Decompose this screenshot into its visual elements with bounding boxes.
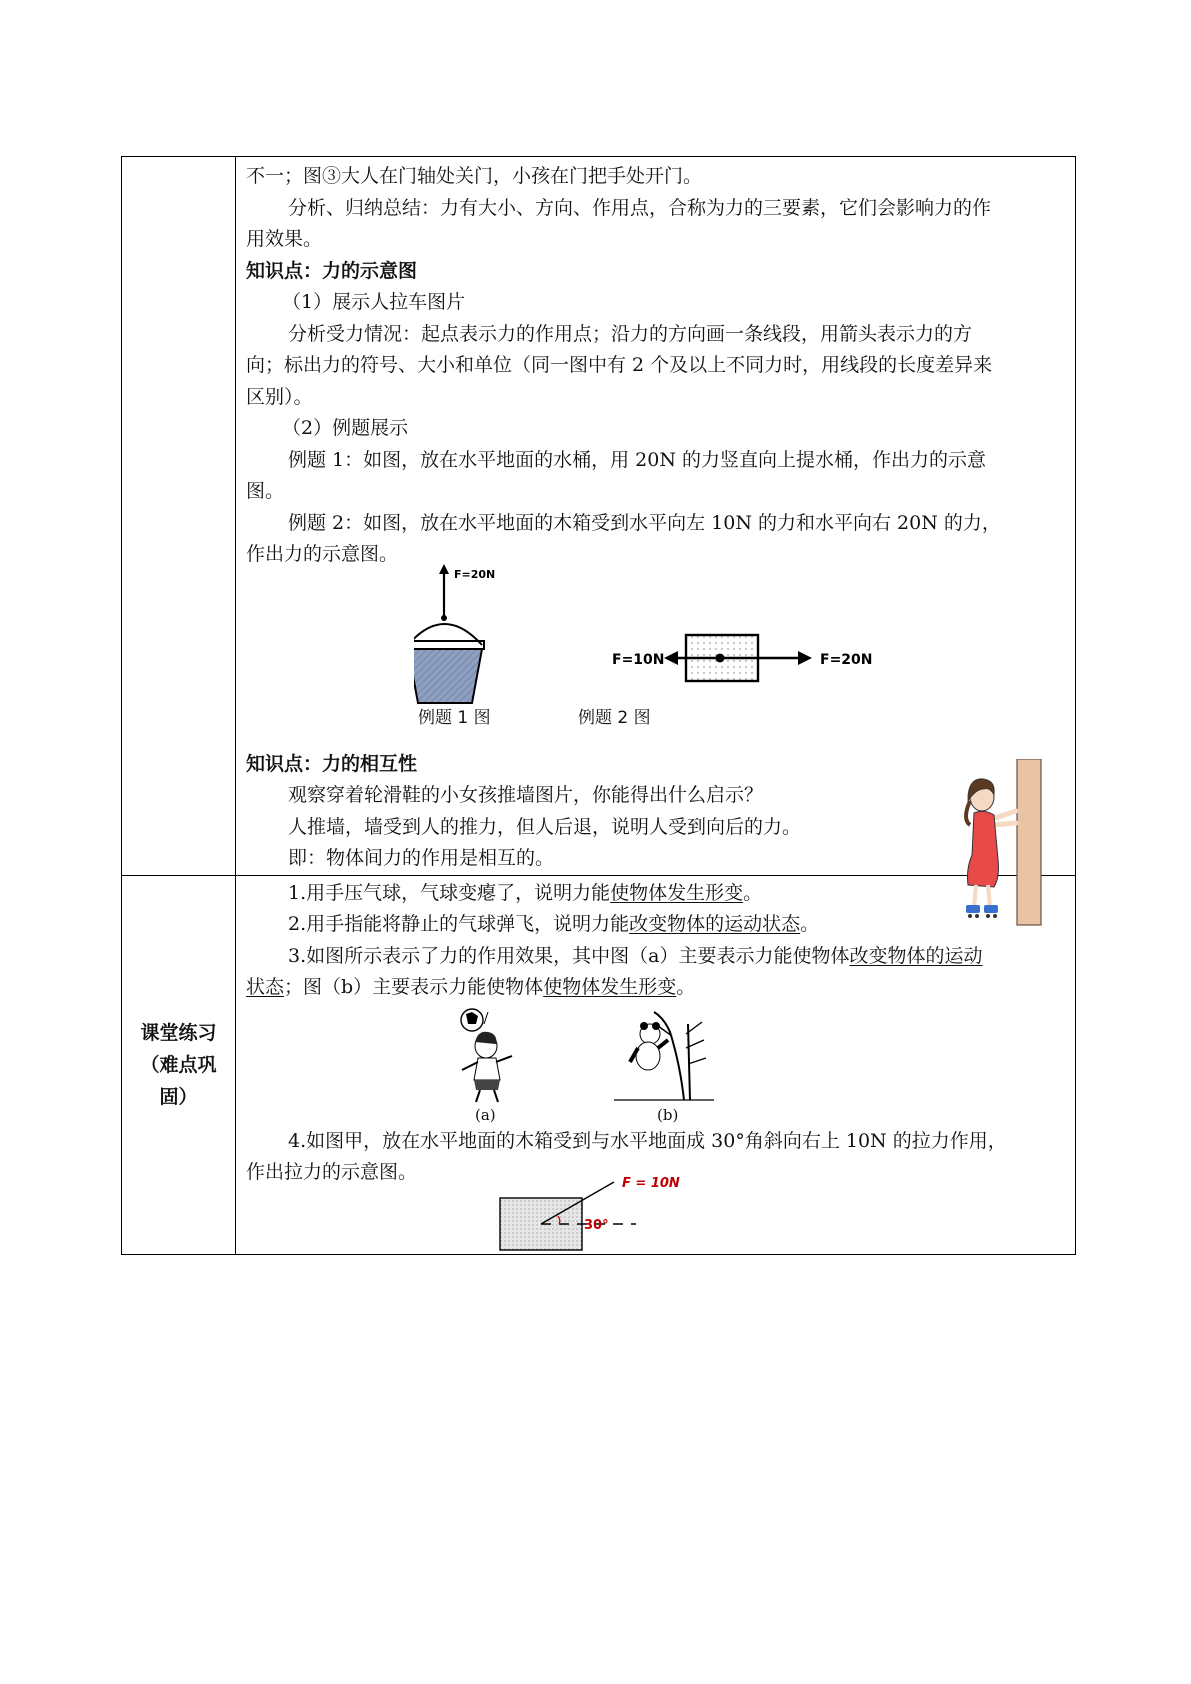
section-heading-diagram: 知识点：力的示意图 bbox=[246, 259, 418, 282]
text-line: 分析、归纳总结：力有大小、方向、作用点，合称为力的三要素，它们会影响力的作 bbox=[288, 196, 992, 219]
practice-content bbox=[236, 875, 1076, 1254]
row-label-empty bbox=[122, 157, 236, 876]
q3-answer-a-cont: 状态 bbox=[246, 976, 285, 998]
question-3-line-1 bbox=[246, 941, 1067, 973]
question-1 bbox=[246, 878, 1067, 910]
panda-bamboo-illustration bbox=[614, 1004, 714, 1104]
fig2-caption: 例题 2 图 bbox=[578, 707, 651, 728]
angled-force-figure bbox=[496, 1168, 696, 1252]
q3-text-2: ；图（b）主要表示力能使物体 bbox=[284, 976, 544, 998]
fig-b-caption: (b) bbox=[657, 1105, 679, 1124]
text-line: 用效果。 bbox=[246, 228, 323, 250]
example-1-line: 例题 1：如图，放在水平地面的水桶，用 20N 的力竖直向上提水桶，作出力的示意 bbox=[288, 448, 987, 471]
boy-heading-ball-illustration bbox=[444, 1004, 534, 1104]
q1-answer: 使物体发生形变 bbox=[610, 881, 744, 904]
mutual-line: 即：物体间力的作用是相互的。 bbox=[288, 847, 555, 869]
example-figures bbox=[246, 567, 1067, 749]
example-2-line: 作出力的示意图。 bbox=[246, 543, 399, 565]
angle-label: 30° bbox=[584, 1217, 609, 1233]
bucket-body bbox=[414, 649, 482, 703]
section-heading-mutual: 知识点：力的相互性 bbox=[246, 752, 418, 775]
mutual-line: 观察穿着轮滑鞋的小女孩推墙图片，你能得出什么启示？ bbox=[288, 784, 764, 806]
right-arrow-head bbox=[798, 651, 812, 665]
q2-end: 。 bbox=[800, 913, 820, 935]
q3-text: 3.如图所示表示了力的作用效果，其中图（a）主要表示力能使物体 bbox=[288, 944, 850, 967]
q2-text: 2.用手指能将静止的气球弹飞，说明力能 bbox=[288, 913, 630, 935]
practice-row bbox=[122, 875, 1076, 1254]
fig-a-caption: (a) bbox=[475, 1105, 496, 1124]
right-force-label: F=20N bbox=[820, 651, 873, 668]
question-3-line-2 bbox=[246, 972, 1067, 1004]
q3-end: 。 bbox=[676, 976, 696, 998]
bucket-figure bbox=[414, 563, 534, 713]
analysis-line: 向；标出力的符号、大小和单位（同一图中有 2 个及以上不同力时，用线段的长度差异来 bbox=[246, 354, 993, 376]
example-2-line: 例题 2：如图，放在水平地面的木箱受到水平向左 10N 的力和水平向右 20N 的力， bbox=[288, 511, 1001, 534]
q3-answer-b: 使物体发生形变 bbox=[543, 976, 677, 998]
q3-answer-a: 改变物体的运动 bbox=[849, 944, 983, 967]
q1-end: 。 bbox=[743, 881, 763, 904]
analysis-line: 分析受力情况：起点表示力的作用点；沿力的方向画一条线段，用箭头表示力的方 bbox=[288, 322, 973, 345]
left-arrow-head bbox=[664, 651, 678, 665]
example-1-line: 图。 bbox=[246, 480, 285, 502]
fig1-caption: 例题 1 图 bbox=[418, 707, 491, 728]
item-1: （1）展示人拉车图片 bbox=[282, 291, 466, 313]
item-2: （2）例题展示 bbox=[282, 417, 409, 439]
left-force-label: F=10N bbox=[612, 651, 665, 668]
q2-answer: 改变物体的运动状态 bbox=[629, 913, 801, 935]
question-4-line: 4.如图甲，放在水平地面的木箱受到与水平地面成 30°角斜向右上 10N 的拉力作用， bbox=[288, 1129, 1007, 1152]
arrow-head bbox=[439, 564, 449, 574]
lesson-table bbox=[121, 156, 1076, 1255]
effect-figures bbox=[246, 1004, 1067, 1126]
question-4-line: 作出拉力的示意图。 bbox=[246, 1161, 418, 1183]
teaching-process-row bbox=[122, 157, 1076, 876]
practice-label: 课堂练习（难点巩固） bbox=[140, 1021, 217, 1108]
force-label: F=20N bbox=[454, 567, 496, 581]
row-label-practice bbox=[122, 875, 236, 1254]
row-content bbox=[236, 157, 1076, 876]
question-2 bbox=[246, 909, 1067, 941]
analysis-line: 区别）。 bbox=[246, 385, 313, 408]
mutual-line: 人推墙，墙受到人的推力，但人后退，说明人受到向后的力。 bbox=[288, 815, 802, 838]
force-label: F = 10N bbox=[622, 1175, 680, 1191]
box-figure bbox=[612, 623, 902, 703]
q1-text: 1.用手压气球，气球变瘪了，说明力能 bbox=[288, 881, 611, 904]
text-line: 不一；图③大人在门轴处关门，小孩在门把手处开门。 bbox=[246, 165, 703, 187]
